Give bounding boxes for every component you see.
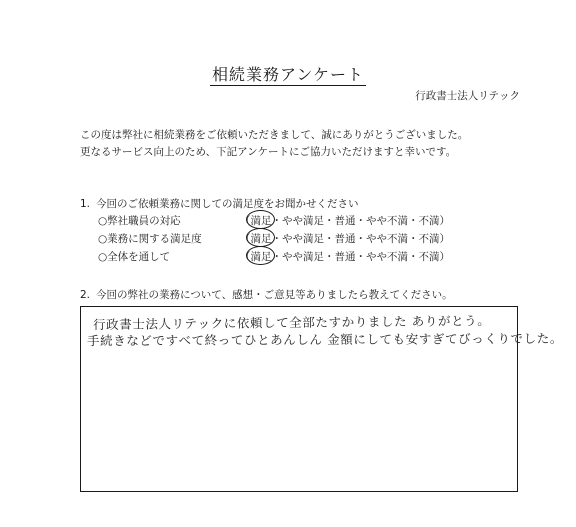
survey-title: 相続業務アンケート [211,65,365,84]
question-1-text: 今回のご依頼業務に関しての満足度をお聞かせください [96,198,359,210]
question-1-number: 1. [80,198,91,210]
selected-option-circled: 満足 [250,215,272,227]
selected-option-circled: 満足 [250,251,272,263]
rating-options: （満足・やや満足・普通・やや不満・不満） [240,215,450,227]
selected-option-circled: 満足 [250,233,272,245]
rating-options: （満足・やや満足・普通・やや不満・不満） [240,233,450,245]
question-1 [80,196,359,211]
company-name: 行政書士法人リテック [415,90,520,102]
intro-line-1: この度は弊社に相続業務をご依頼いただきまして、誠にありがとうございました。 [80,129,469,141]
rating-item-staff [98,213,450,228]
rating-item-overall [98,249,450,264]
rating-options: （満足・やや満足・普通・やや不満・不満） [240,251,450,263]
rating-item-label: ○全体を通して [98,251,171,263]
rating-item-label: ○弊社職員の対応 [98,215,181,227]
question-2 [80,287,453,302]
handwritten-answer-line-1: 行政書士法人リテックに依頼して全部たすかりました ありがとう。 [92,312,491,333]
question-2-number: 2. [80,289,91,301]
intro-text [80,127,468,161]
rating-item-label: ○業務に関する満足度 [98,233,202,245]
handwritten-answer-line-2: 手続きなどですべて終ってひとあんしん 金額にしても安すぎてびっくりでした。 [86,330,563,349]
rating-item-service [98,231,450,246]
intro-line-2: 更なるサービス向上のため、下記アンケートにご協力いただけますと幸いです。 [80,146,457,158]
answer-box [80,306,563,492]
question-2-text: 今回の弊社の業務について、感想・ご意見等ありましたら教えてください。 [96,289,453,301]
